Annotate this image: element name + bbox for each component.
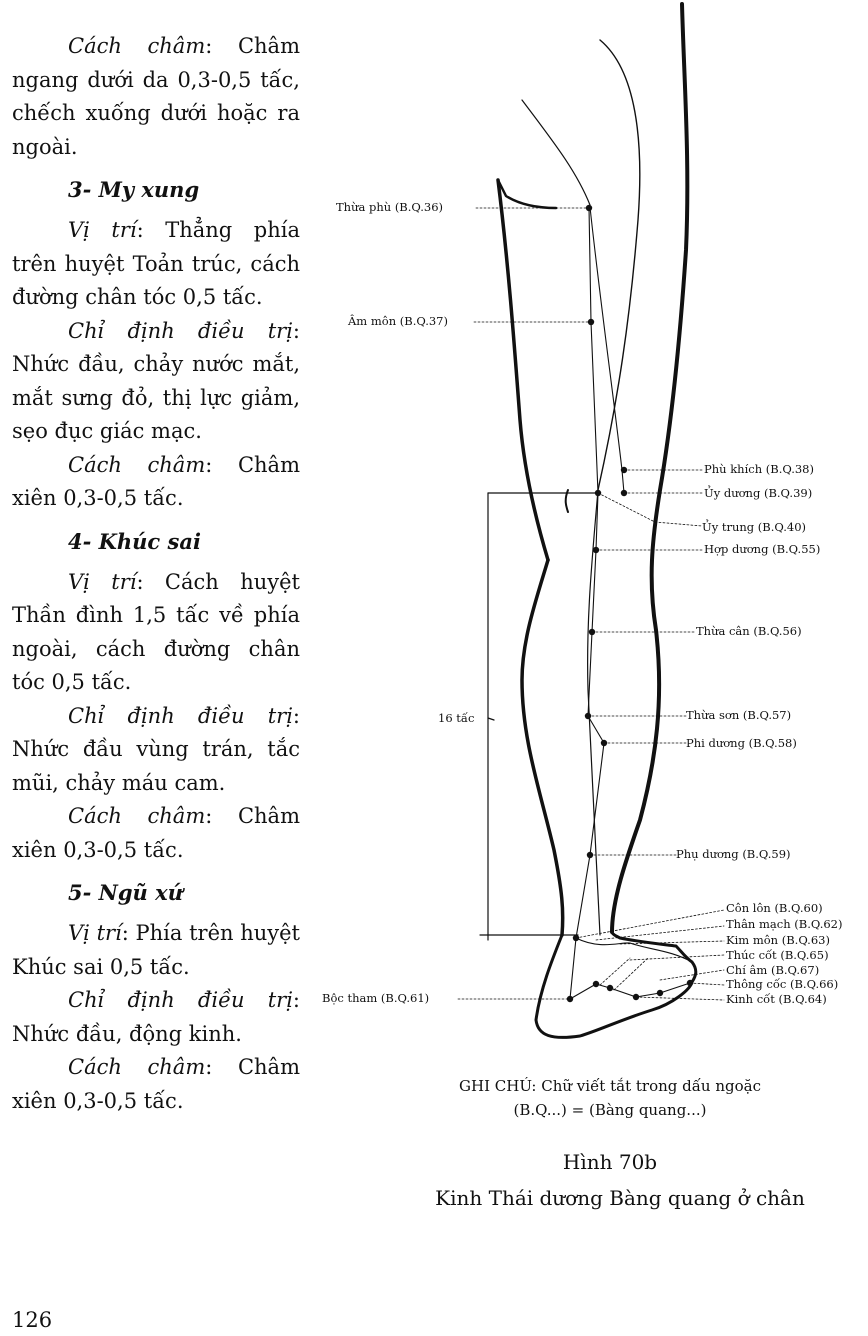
back-thigh-outline <box>498 180 548 560</box>
label-am-mon: Âm môn (B.Q.37) <box>348 314 448 328</box>
gluteal-fold <box>498 180 556 208</box>
paragraph-body: : Nhức đầu, động kinh. <box>12 988 300 1046</box>
label-thua-phu: Thừa phù (B.Q.36) <box>336 200 444 214</box>
label-thuc-cot: Thúc cốt (B.Q.65) <box>726 948 829 962</box>
lead-label: Chỉ định điều trị <box>68 318 293 343</box>
label-boc-tham: Bộc tham (B.Q.61) <box>322 991 430 1005</box>
paragraph-chi-dinh-1 <box>12 315 300 449</box>
page-number: 126 <box>12 1308 53 1332</box>
section-heading-khuc-sai: 4- Khúc sai <box>68 528 201 554</box>
inner-thigh-contour <box>598 40 640 490</box>
lead-label: Vị trí <box>68 569 137 594</box>
text-column <box>12 30 300 1118</box>
paragraph-chi-dinh-2 <box>12 700 300 801</box>
paragraph-cach-cham-4 <box>12 1051 300 1118</box>
figure-note-line-1: GHI CHÚ: Chữ viết tắt trong dấu ngoặc <box>459 1077 761 1095</box>
paragraph-cach-cham-2 <box>12 449 300 516</box>
leg-meridian-figure <box>300 0 868 1240</box>
label-thua-can: Thừa cân (B.Q.56) <box>696 624 802 638</box>
figure-caption-title: Hình 70b <box>562 1150 658 1174</box>
paragraph-body: : Châm xiên 0,3-0,5 tấc. <box>12 1055 300 1113</box>
paragraph-vi-tri-1 <box>12 214 300 315</box>
paragraph-body: : Nhức đầu, chảy nước mắt, mắt sưng đỏ, thị lực giảm, sẹo đục giác mạc. <box>12 318 300 443</box>
label-thua-son: Thừa sơn (B.Q.57) <box>686 708 792 722</box>
label-chi-am: Chí âm (B.Q.67) <box>726 963 820 977</box>
paragraph-body: : Cách huyệt Thần đình 1,5 tấc về phía ngoài, cách đường chân tóc 0,5 tấc. <box>12 569 300 694</box>
paragraph-chi-dinh-3 <box>12 984 300 1051</box>
lead-label: Vị trí <box>68 921 122 945</box>
calf-outline <box>522 560 563 935</box>
paragraph-body: : Châm ngang dưới da 0,3-0,5 tấc, chếch xuống dưới hoặc ra ngoài. <box>12 34 300 159</box>
paragraph-body: : Nhức đầu vùng trán, tắc mũi, chảy máu cam. <box>12 703 300 795</box>
paragraph-vi-tri-2 <box>12 566 300 700</box>
figure-caption-subtitle: Kinh Thái dương Bàng quang ở chân <box>435 1186 805 1210</box>
section-heading-my-xung: 3- My xung <box>68 177 200 202</box>
label-phu-duong: Phụ dương (B.Q.59) <box>676 847 791 861</box>
lead-label: Chỉ định điều trị <box>68 988 293 1012</box>
foot-meridian <box>570 983 690 999</box>
paragraph-body: : Châm xiên 0,3-0,5 tấc. <box>12 452 300 510</box>
label-phi-duong: Phi dương (B.Q.58) <box>686 736 797 750</box>
lead-label: Cách châm <box>68 452 206 477</box>
meridian-line <box>570 207 604 999</box>
leg-illustration <box>300 0 868 1240</box>
section-heading-ngu-xu: 5- Ngũ xứ <box>68 880 183 905</box>
label-kim-mon: Kim môn (B.Q.63) <box>726 933 830 947</box>
label-than-mach: Thân mạch (B.Q.62) <box>726 917 843 931</box>
label-thong-coc: Thông cốc (B.Q.66) <box>726 977 839 991</box>
label-uy-trung: Ủy trung (B.Q.40) <box>702 520 807 534</box>
foot-outline <box>536 932 696 1037</box>
shin-contour <box>588 490 600 935</box>
label-phu-khich: Phù khích (B.Q.38) <box>704 462 814 476</box>
paragraph-body: : Thẳng phía trên huyệt Toản trúc, cách đường chân tóc 0,5 tấc. <box>12 218 300 309</box>
lead-label: Cách châm <box>68 804 206 828</box>
label-uy-duong: Ủy dương (B.Q.39) <box>704 486 813 500</box>
lead-label: Chỉ định điều trị <box>68 703 293 728</box>
paragraph-body: : Châm xiên 0,3-0,5 tấc. <box>12 804 300 862</box>
lead-label: Cách châm <box>68 1055 206 1079</box>
paragraph-vi-tri-3 <box>12 917 300 984</box>
label-kinh-cot: Kinh cốt (B.Q.64) <box>726 992 827 1006</box>
paragraph-body: : Phía trên huyệt Khúc sai 0,5 tấc. <box>12 921 300 979</box>
paragraph-cach-cham-3 <box>12 800 300 867</box>
label-16-tac: 16 tấc <box>438 711 475 725</box>
figure-note-line-2: (B.Q...) = (Bàng quang...) <box>513 1101 707 1119</box>
label-hop-duong: Hợp dương (B.Q.55) <box>704 542 821 556</box>
label-con-lon: Côn lôn (B.Q.60) <box>726 901 823 915</box>
lead-label: Vị trí <box>68 218 137 242</box>
lead-label: Cách châm <box>68 34 206 58</box>
buttock-contour <box>522 100 590 205</box>
paragraph-cach-cham-1 <box>12 30 300 164</box>
